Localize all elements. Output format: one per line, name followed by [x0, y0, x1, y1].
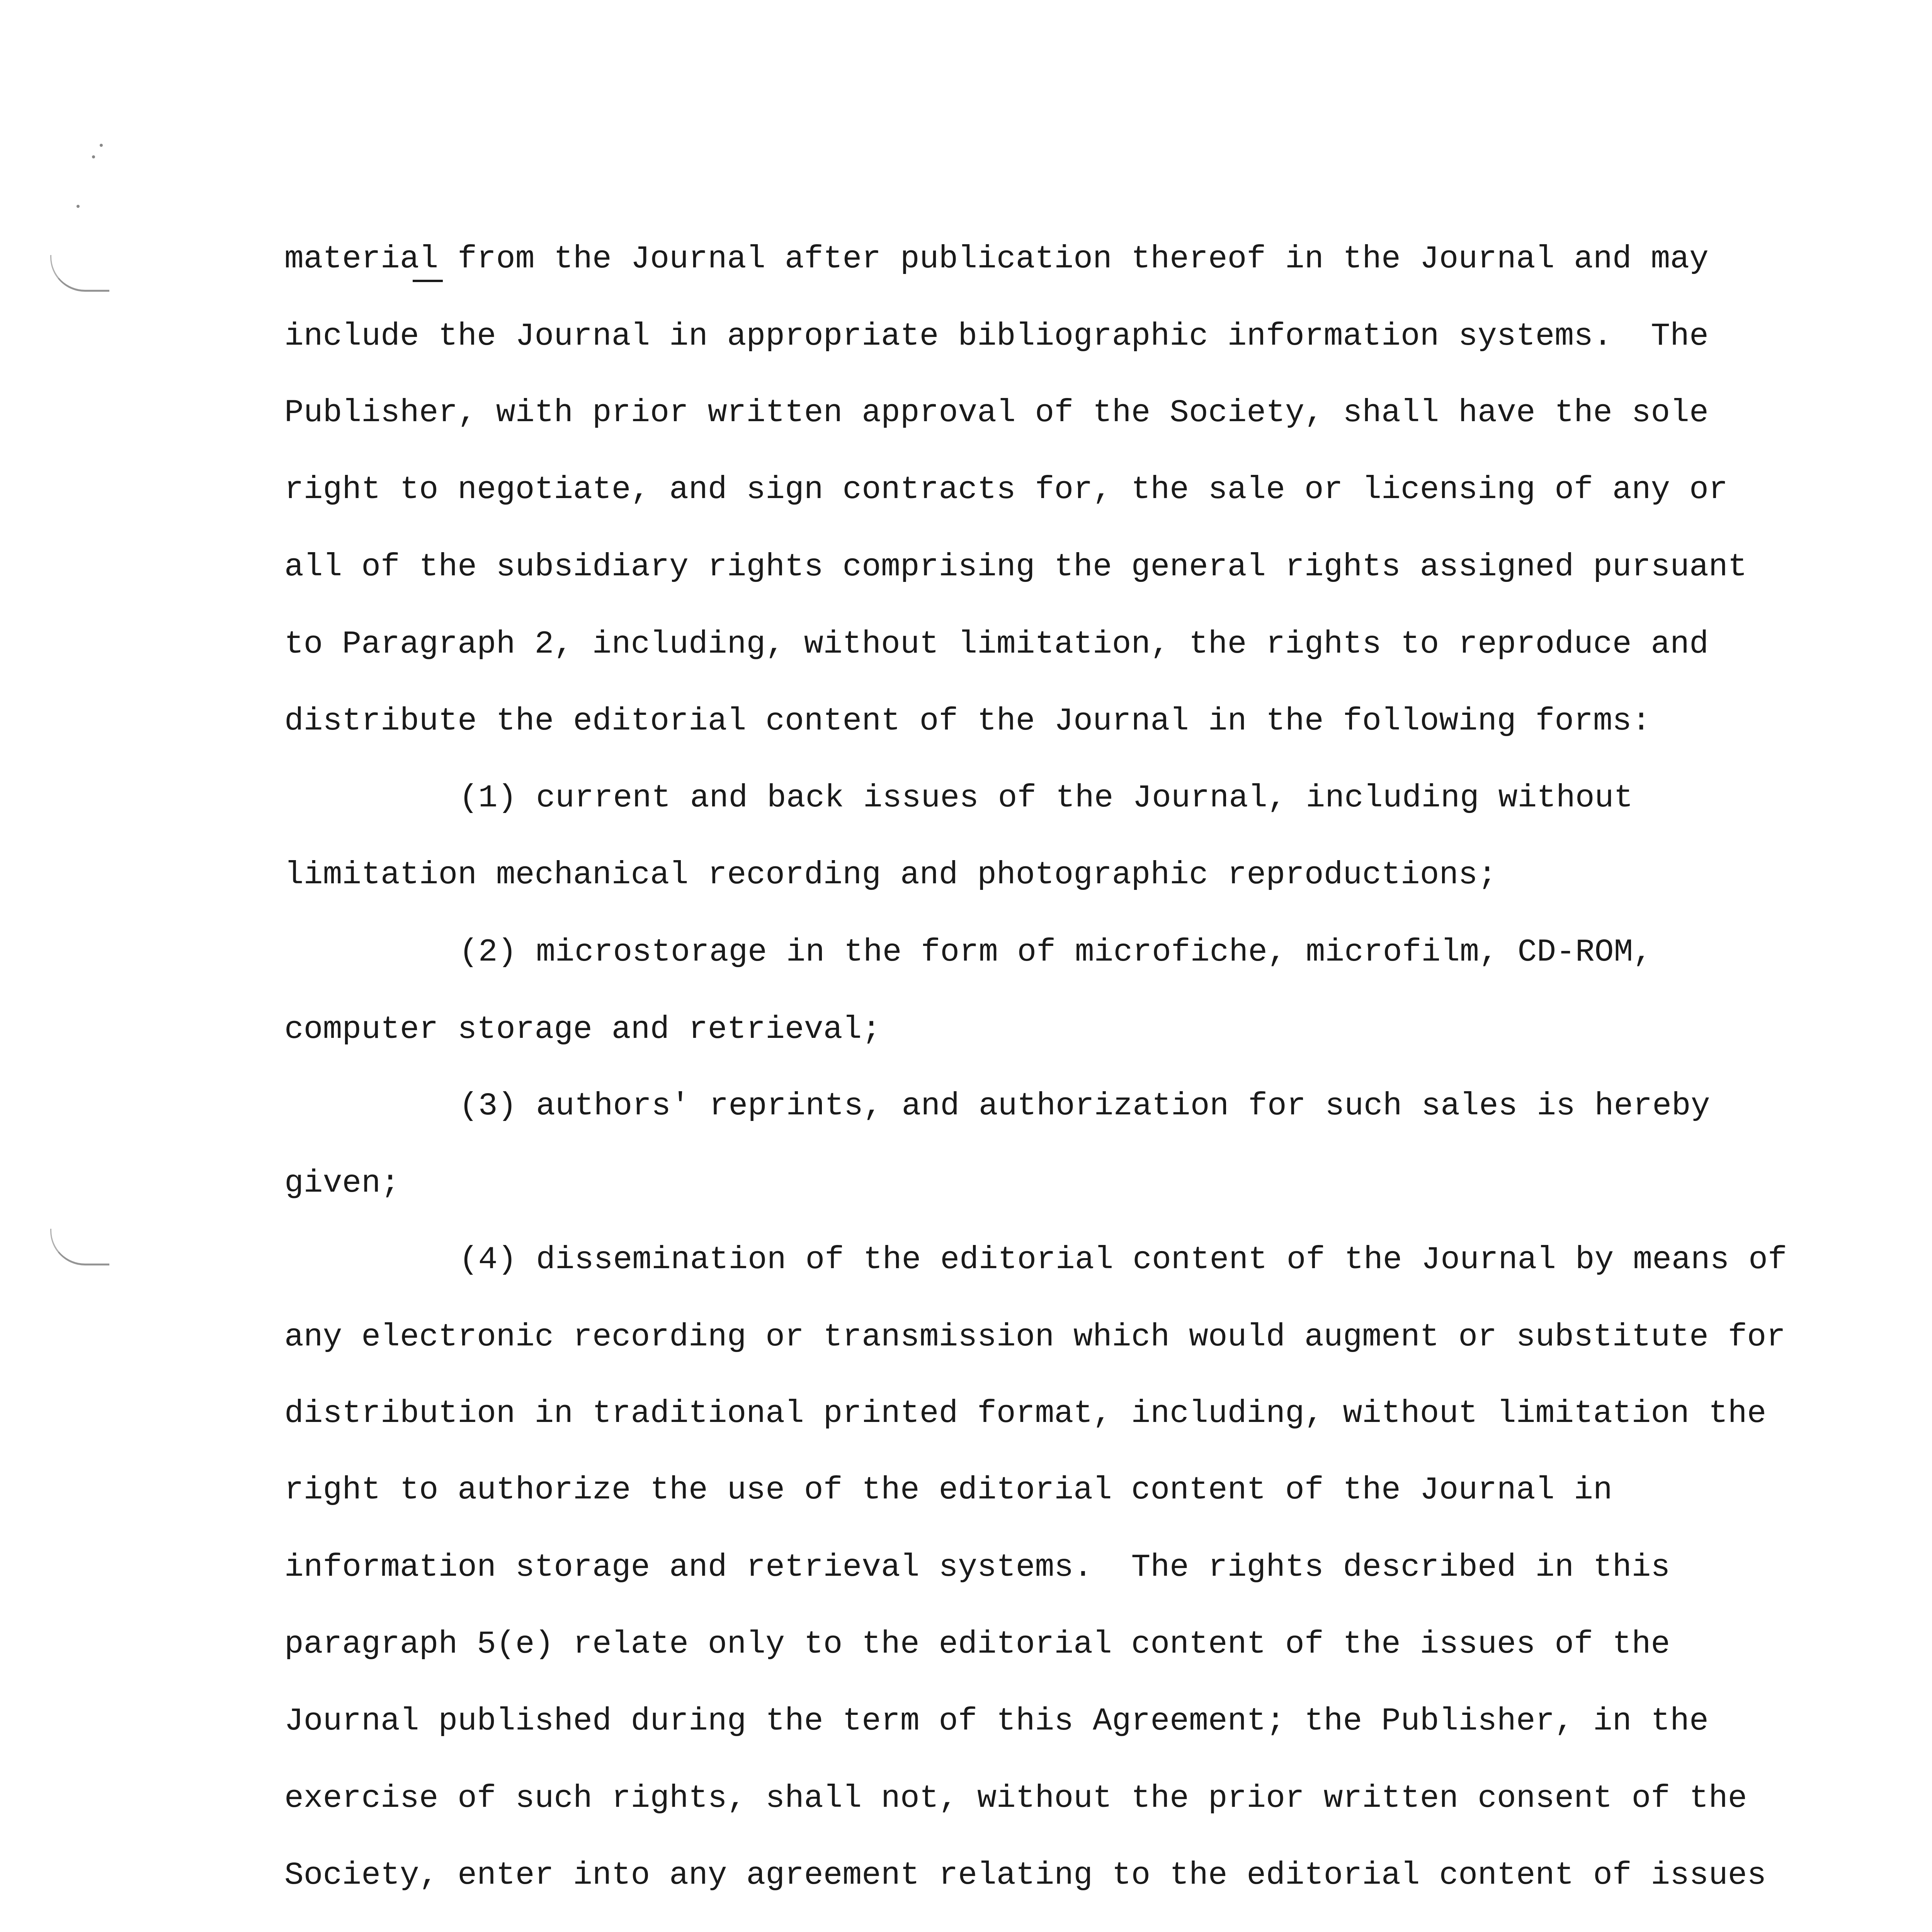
body-line: Publisher, with prior written approval of the Society, shall have the sole [284, 395, 1709, 431]
body-line: material from the Journal after publication thereof in the Journal and may [284, 241, 1709, 277]
body-line: paragraph 5(e) relate only to the editorial content of the issues of the [284, 1626, 1670, 1662]
list-item-4: (4) dissemination of the editorial content of the Journal by means of [459, 1242, 1787, 1278]
body-line: limitation mechanical recording and photographic reproductions; [284, 857, 1497, 893]
body-line: distribution in traditional printed format, including, without limitation the [284, 1395, 1767, 1432]
body-line: any electronic recording or transmission which would augment or substitute for [284, 1319, 1786, 1355]
body-line: right to authorize the use of the editorial content of the Journal in [284, 1472, 1612, 1508]
punch-hole-mark [50, 1229, 109, 1265]
body-line: computer storage and retrieval; [284, 1011, 881, 1048]
list-item-3: (3) authors' reprints, and authorization for such sales is hereby [459, 1088, 1710, 1124]
body-line: given; [284, 1165, 400, 1201]
body-line: distribute the editorial content of the Journal in the following forms: [284, 703, 1651, 739]
body-line: Society, enter into any agreement relating to the editorial content of issues [284, 1857, 1767, 1893]
body-line: right to negotiate, and sign contracts for, the sale or licensing of any or [284, 471, 1728, 508]
list-item-1: (1) current and back issues of the Journal, including without [459, 780, 1633, 816]
handwritten-underline [413, 280, 443, 282]
scan-speck [92, 155, 95, 158]
scan-speck [100, 144, 103, 147]
body-line: Journal published during the term of this Agreement; the Publisher, in the [284, 1703, 1709, 1739]
punch-hole-mark [50, 255, 109, 292]
body-line: exercise of such rights, shall not, without the prior written consent of the [284, 1780, 1747, 1816]
body-line: all of the subsidiary rights comprising the general rights assigned pursuant [284, 549, 1747, 585]
body-line: include the Journal in appropriate bibliographic information systems. The [284, 318, 1709, 354]
body-line: to Paragraph 2, including, without limitation, the rights to reproduce and [284, 626, 1709, 662]
body-line: information storage and retrieval systems. The rights described in this [284, 1549, 1670, 1585]
list-item-2: (2) microstorage in the form of microfiche, microfilm, CD-ROM, [459, 934, 1653, 970]
scan-speck [77, 205, 80, 208]
